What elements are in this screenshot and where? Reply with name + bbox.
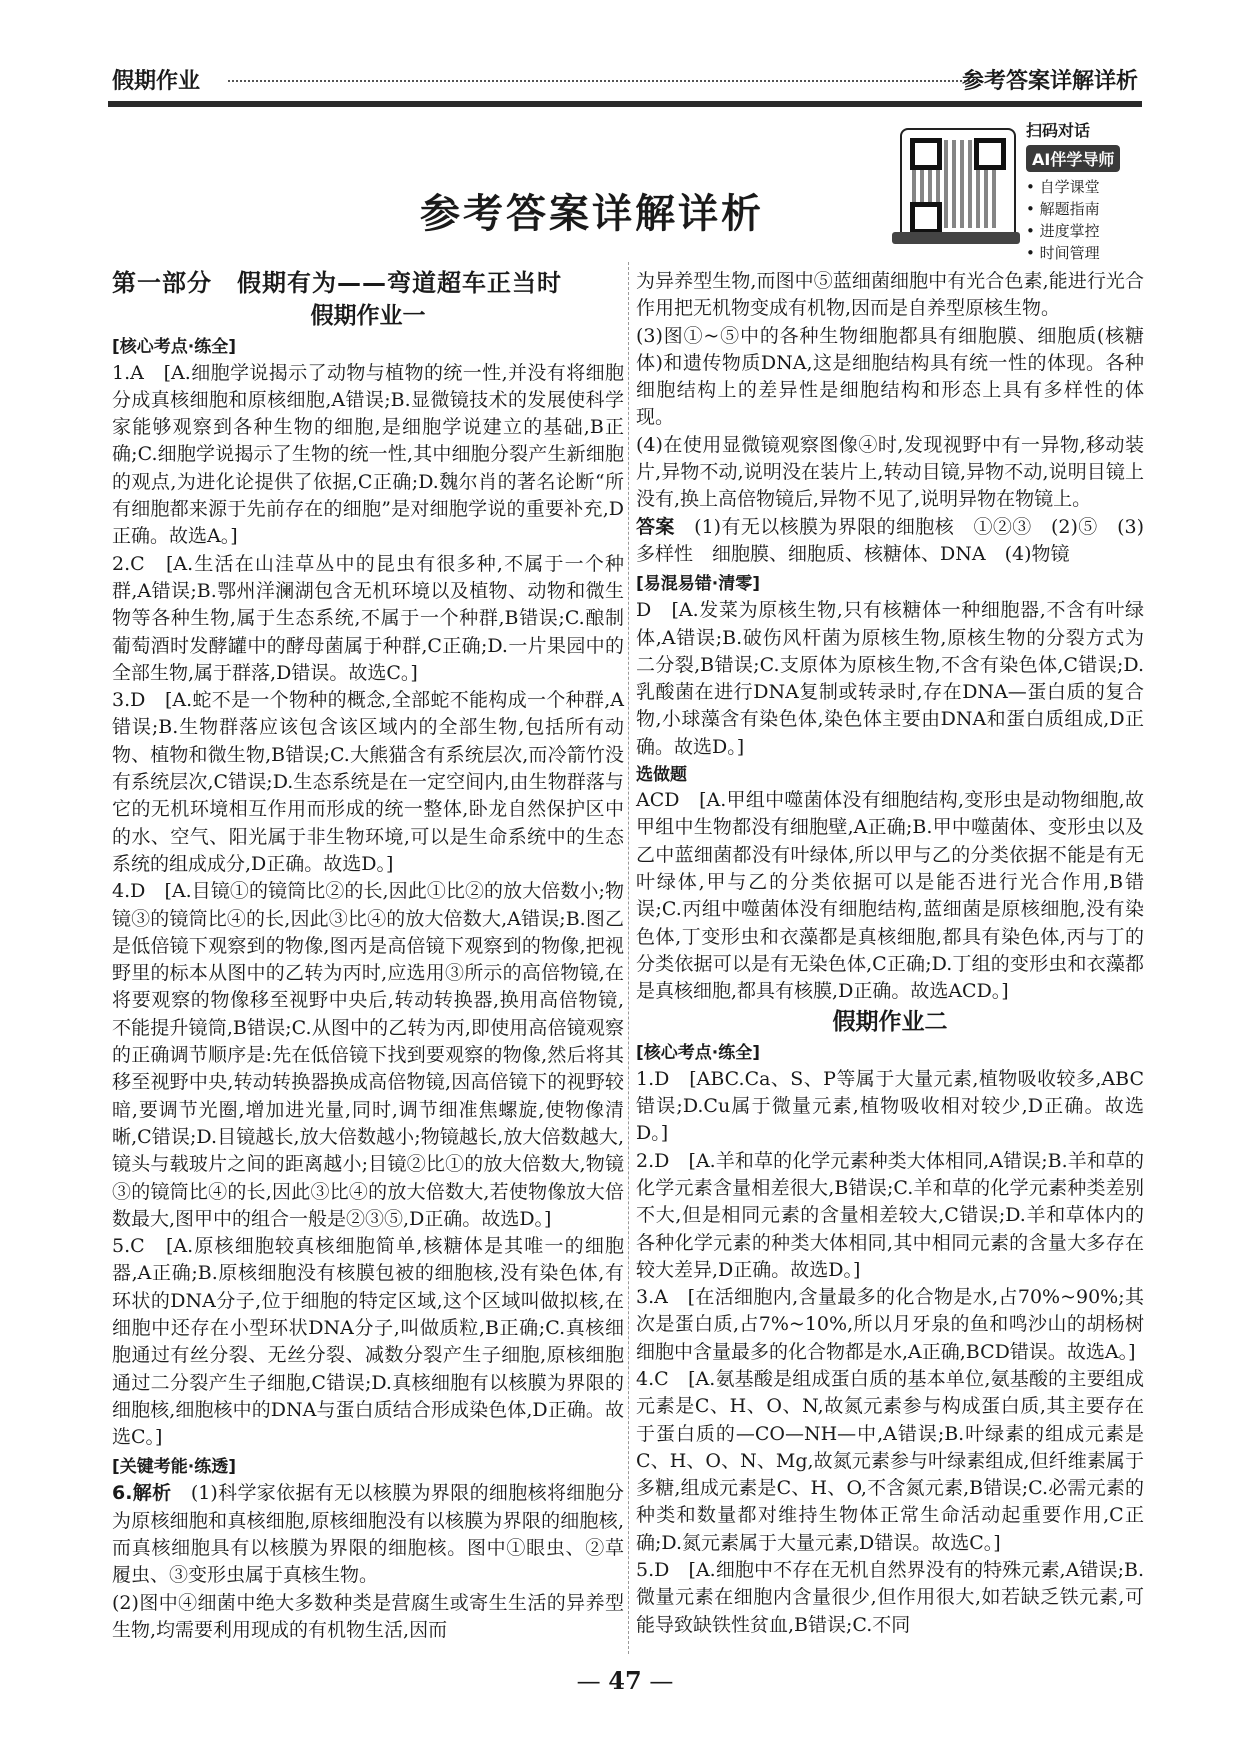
ai-feature-item: • 时间管理: [1026, 242, 1120, 264]
answer-item: 1.D [ABC.Ca、S、P等属于大量元素,植物吸收较多,ABC错误;D.Cu属于微量元素,植物吸收相对较少,D正确。故选D。]: [636, 1067, 1144, 1145]
ai-feature-list: [1026, 176, 1120, 264]
section-tag: 选做题: [636, 765, 687, 786]
ai-badge: AI伴学导师: [1026, 145, 1120, 172]
page-title: 参考答案详解详析: [420, 190, 764, 237]
page-number: — 47 —: [0, 1666, 1250, 1695]
answer-item: 4.C [A.氨基酸是组成蛋白质的基本单位,氨基酸的主要组成元素是C、H、O、N,故氮元素参与构成蛋白质,其主要存在于蛋白质的—CO—NH—中,A错误;B.叶绿素的组成元素是C、H、O、N、Mg,故氮元素参与叶绿素组成,但纤维素属于多糖,组成元素是C、H、O,不含氮元素,B错误;C.必需元素的种类和数量都对维持生物体正常生命活动起重要作用,C正确;D.氮元素属于大量元素,D错误。故选C。]: [636, 1367, 1144, 1554]
column-divider: [628, 262, 629, 1654]
answer-label: 答案: [636, 515, 675, 538]
answer-item: 2.D [A.羊和草的化学元素种类大体相同,A错误;B.羊和草的化学元素含量相差很大,B错误;C.羊和草的化学元素种类差别不大,但是相同元素的含量相差较大,C错误;D.羊和草体内的各种化学元素的种类大体相同,其中相同元素的含量大多存在较大差异,D正确。故选D。]: [636, 1149, 1144, 1281]
right-column: [636, 268, 1144, 1639]
left-column: [112, 270, 624, 1644]
phone-stand-icon: [892, 232, 1020, 244]
answer-item: [112, 1480, 624, 1589]
section-tag: [ 核心考点·练全 ]: [112, 335, 624, 359]
answer-item: 3.D [A.蛇不是一个物种的概念,全部蛇不能构成一个种群,A错误;B.生物群落应该包含该区域内的全部生物,包括所有动物、植物和微生物,B错误;C.大熊猫含有系统层次,而冷箭竹没有系统层次,C错误;D.生态系统是在一定空间内,由生物群落与它的无机环境相互作用而形成的统一整体,卧龙自然保护区中的水、空气、阳光属于非生物环境,可以是生命系统中的生态系统的组成成分,D正确。故选D。]: [112, 689, 624, 875]
answer-item: (3)图①~⑤中的各种生物细胞都具有细胞膜、细胞质(核糖体)和遗传物质DNA,这是细胞结构具有统一性的体现。各种细胞结构上的差异性是细胞结构和形态上具有多样性的体现。: [636, 324, 1144, 429]
part-heading: 第一部分 假期有为——弯道超车正当时: [112, 269, 562, 297]
section-tag: [ 核心考点·练全 ]: [636, 1041, 1144, 1065]
section-tag: [ 关键考能·练透 ]: [112, 1455, 624, 1479]
header-dotted-line: [228, 80, 982, 82]
answer-text: (1)有无以核膜为界限的细胞核 ①②③ (2)⑤ (3)多样性 细胞膜、细胞质、核糖体、DNA (4)物镜: [636, 515, 1144, 565]
scan-label: 扫码对话: [1026, 121, 1091, 140]
qr-code-icon[interactable]: [900, 128, 1016, 244]
answer-item: (4)在使用显微镜观察图像④时,发现视野中有一异物,移动装片,异物不动,说明没在装片上,转动目镜,异物不动,说明目镜上没有,换上高倍物镜后,异物不见了,说明异物在物镜上。: [636, 433, 1144, 511]
answer-item: 2.C [A.生活在山洼草丛中的昆虫有很多种,不属于一个种群,A错误;B.鄂州洋澜湖包含无机环境以及植物、动物和微生物等各种生物,属于生态系统,不属于一个种群,B错误;C.酿制葡萄酒时发酵罐中的酵母菌属于种群,C正确;D.一片果园中的全部生物,属于群落,D错误。故选C。]: [112, 552, 624, 684]
header-rule: [108, 101, 1142, 107]
answer-item: D [A.发菜为原核生物,只有核糖体一种细胞器,不含有叶绿体,A错误;B.破伤风杆菌为原核生物,原核生物的分裂方式为二分裂,B错误;C.支原体为原核生物,不含有染色体,C错误;D.乳酸菌在进行DNA复制或转录时,存在DNA—蛋白质的复合物,小球藻含有染色体,染色体主要由DNA和蛋白质组成,D正确。故选D。]: [636, 599, 1144, 758]
answer-item: ACD [A.甲组中噬菌体没有细胞结构,变形虫是动物细胞,故甲组中生物都没有细胞壁,A正确;B.甲中噬菌体、变形虫以及乙中蓝细菌都没有叶绿体,所以甲与乙的分类依据不能是有无叶绿体,甲与乙的分类依据可以是能否进行光合作用,B错误;C.丙组中噬菌体没有细胞结构,蓝细菌是原核细胞,没有染色体,丁变形虫和衣藻都是真核细胞,都具有染色体,丙与丁的分类依据可以是有无染色体,C正确;D.丁组的变形虫和衣藻都是真核细胞,都具有核膜,D正确。故选ACD。]: [636, 789, 1144, 1003]
ai-feature-item: • 进度掌控: [1026, 220, 1120, 242]
ai-feature-item: • 自学课堂: [1026, 176, 1120, 198]
answer-item: 1.A [A.细胞学说揭示了动物与植物的统一性,并没有将细胞分成真核细胞和原核细胞,A错误;B.显微镜技术的发展使科学家能够观察到各种生物的细胞,是细胞学说建立的基础,B正确;C.细胞学说揭示了生物的统一性,其中细胞分裂产生新细胞的观点,为进化论提供了依据,C正确;D.魏尔肖的著名论断“所有细胞都来源于先前存在的细胞”是对细胞学说的重要补充,D正确。故选A。]: [112, 361, 624, 548]
ai-tutor-panel: [1026, 118, 1120, 264]
header-right-title: 参考答案详解详析: [961, 69, 1138, 94]
section-tag: [ 易混易错·清零 ]: [636, 572, 1144, 596]
answer-item: 4.D [A.目镜①的镜筒比②的长,因此①比②的放大倍数小;物镜③的镜筒比④的长,因此③比④的放大倍数大,A错误;B.图乙是低倍镜下观察到的物像,图丙是高倍镜下观察到的物像,把视野里的标本从图中的乙转为丙时,应选用③所示的高倍物镜,在将要观察的物像移至视野中央后,转动转换器,换用高倍物镜,不能提升镜筒,B错误;C.从图中的乙转为丙,即使用高倍镜观察的正确调节顺序是:先在低倍镜下找到要观察的物像,然后将其移至视野中央,转动转换器换成高倍物镜,因高倍镜下的视野较暗,要调节光圈,增加进光量,同时,调节细准焦螺旋,使物像清晰,C错误;D.目镜越长,放大倍数越小;物镜越长,放大倍数越大,镜头与载玻片之间的距离越小;目镜②比①的放大倍数大,物镜③的镜筒比④的长,因此③比④的放大倍数大,若使物像放大倍数最大,图甲中的组合一般是②③⑤,D正确。故选D。]: [112, 880, 624, 1230]
answer-item: 5.C [A.原核细胞较真核细胞简单,核糖体是其唯一的细胞器,A正确;B.原核细胞没有核膜包被的细胞核,没有染色体,有环状的DNA分子,位于细胞的特定区域,这个区域叫做拟核,在细胞中还存在小型环状DNA分子,叫做质粒,B正确;C.真核细胞通过有丝分裂、无丝分裂、减数分裂产生子细胞,原核细胞通过二分裂产生子细胞,C错误;D.真核细胞有以核膜为界限的细胞核,细胞核中的DNA与蛋白质结合形成染色体,D正确。故选C。]: [112, 1235, 624, 1449]
answer-item: 5.D [A.细胞中不存在无机自然界没有的特殊元素,A错误;B.微量元素在细胞内含量很少,但作用很大,如若缺乏铁元素,可能导致缺铁性贫血,B错误;C.不同: [636, 1559, 1144, 1636]
answer-item: 为异养型生物,而图中⑤蓝细菌细胞中有光合色素,能进行光合作用把无机物变成有机物,因而是自养型原核生物。: [636, 270, 1144, 320]
analysis-label: 6.解析: [112, 1482, 172, 1505]
homework-heading: 假期作业二: [832, 1009, 948, 1036]
answer-item: 3.A [在活细胞内,含量最多的化合物是水,占70%~90%;其次是蛋白质,占7%~10%,所以月牙泉的鱼和鸣沙山的胡杨树细胞中含量最多的化合物都是水,A正确,BCD错误。故选A。]: [636, 1286, 1144, 1363]
header-left-title: 假期作业: [112, 69, 201, 94]
homework-heading: 假期作业一: [310, 303, 426, 330]
analysis-text: (1)科学家依据有无以核膜为界限的细胞核将细胞分为原核细胞和真核细胞,原核细胞没有以核膜为界限的细胞核,而真核细胞具有以核膜为界限的细胞核。图中①眼虫、②草履虫、③变形虫属于真核生物。: [112, 1482, 624, 1587]
ai-feature-item: • 解题指南: [1026, 198, 1120, 220]
answer-item: [636, 514, 1144, 569]
answer-item: (2)图中④细菌中绝大多数种类是营腐生或寄生生活的异养型生物,均需要利用现成的有机物生活,因而: [112, 1591, 624, 1641]
